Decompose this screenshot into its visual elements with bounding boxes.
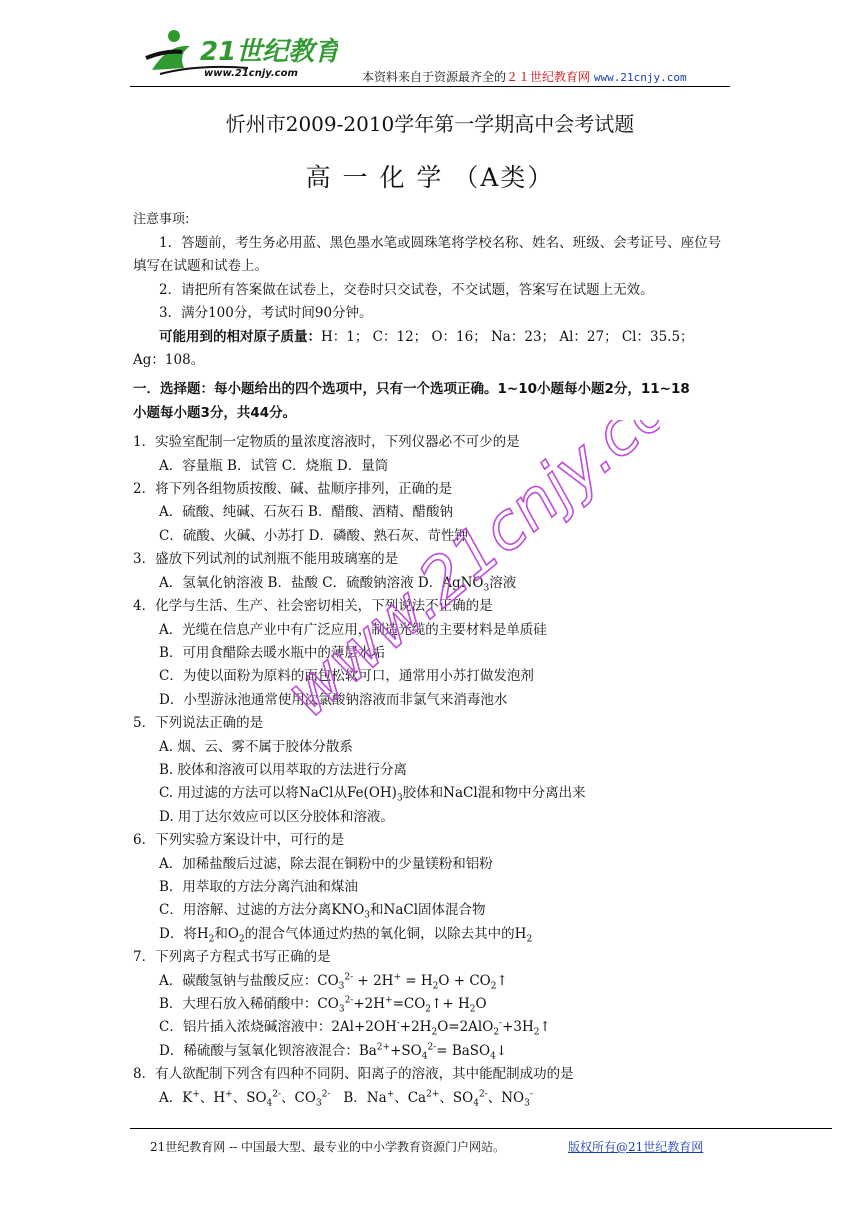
atomic-mass-line-2: Ag：108。 [133, 352, 205, 369]
question-4-option-d: D．小型游泳池通常使用次氯酸钠溶液而非氯气来消毒池水 [159, 691, 508, 708]
site-logo [138, 24, 338, 80]
section-1-detail: 1~10小题每小题2分，11~18 [497, 381, 690, 398]
question-6: 6．下列实验方案设计中，可行的是 [133, 832, 345, 849]
question-6-option-a: A．加稀盐酸后过滤，除去混在铜粉中的少量镁粉和铝粉 [159, 855, 493, 872]
question-5: 5．下列说法正确的是 [133, 715, 264, 732]
question-6-option-c: C．用溶解、过滤的方法分离$KNO_3$和NaCl固体混合物 [159, 902, 486, 922]
question-7: 7．下列离子方程式书写正确的是 [133, 949, 331, 966]
atomic-mass-values: H：1； C：12； O：16； Na：23； Al：27； Cl：35.5； [321, 328, 694, 345]
notice-2: 2．请把所有答案做在试卷上，交卷时只交试卷，不交试题，答案写在试题上无效。 [159, 281, 654, 298]
question-5-option-b: B. 胶体和溶液可以用萃取的方法进行分离 [159, 761, 408, 778]
question-5-option-a: A. 烟、云、雾不属于胶体分散系 [159, 738, 353, 755]
question-7-option-b: B．大理石放入稀硝酸中：$CO_3^{2-}+2H^+=CO_2↑+ H_2O$ [159, 995, 487, 1015]
footer-text: 21世纪教育网 -- 中国最大型、最专业的中小学教育资源门户网站。 [150, 1140, 506, 1154]
question-5-option-d: D. 用丁达尔效应可以区分胶体和溶液。 [159, 808, 394, 825]
question-7-option-a: A．碳酸氢钠与盐酸反应：$CO_3^{2-} + 2H^+ = H_2O$ + $CO_2↑$ [159, 972, 508, 992]
notice-heading: 注意事项: [133, 212, 190, 227]
atomic-mass-label: 可能用到的相对原子质量： [159, 328, 321, 345]
header-prefix: 本资料来自于资源最齐全的 [362, 70, 507, 84]
logo-text: 21世纪教育 [200, 37, 338, 67]
exam-title: 忻州市2009-2010学年第一学期高中会考试题 [225, 112, 635, 136]
question-4-option-c: C．为使以面粉为原料的面包松软可口，通常用小苏打做发泡剂 [159, 668, 534, 685]
question-3-options: A．氢氧化钠溶液 B．盐酸 C．硫酸钠溶液 D．AgNO$_3$溶液 [159, 574, 517, 594]
question-8: 8．有人欲配制下列含有四种不同阴、阳离子的溶液，其中能配制成功的是 [133, 1066, 574, 1083]
question-2: 2．将下列各组物质按酸、碱、盐顺序排列，正确的是 [133, 481, 453, 498]
question-4: 4．化学与生活、生产、社会密切相关，下列说法不正确的是 [133, 598, 493, 615]
notice-3: 3．满分100分，考试时间90分钟。 [159, 305, 373, 322]
question-2-options-ab: A．硫酸、纯碱、石灰石 B．醋酸、酒精、醋酸钠 [159, 504, 453, 521]
section-1-title: 一．选择题：每小题给出的四个选项中，只有一个选项正确。 [133, 381, 498, 398]
exam-subtitle: 高 一 化 学 （A类） [305, 163, 555, 192]
question-6-option-b: B．用萃取的方法分离汽油和煤油 [159, 878, 358, 895]
atomic-mass-line [133, 326, 733, 349]
logo-url: www.21cnjy.com [204, 68, 298, 79]
watermark-text: www.21cnjy.com [280, 420, 660, 733]
header-text [362, 68, 687, 85]
question-8-options: A．K+、H+、$SO_4^{2-}$、$CO_3^{2-}$ B．Na+、$Ca^{2+}$、$SO_4^{2-}$、$NO_3^-$ [159, 1089, 533, 1109]
question-7-option-d: D．稀硫酸与氢氧化钡溶液混合：$Ba^{2+}+SO_4^{2-}=$ BaSO$_4$↓ [159, 1042, 508, 1062]
question-1: 1．实验室配制一定物质的量浓度溶液时，下列仪器必不可少的是 [133, 434, 520, 451]
footer-divider [130, 1128, 832, 1129]
notice-1: 1．答题前，考生务必用蓝、黑色墨水笔或圆珠笔将学校名称、姓名、班级、会考证号、座位号填写在试题和试卷上。 [133, 235, 722, 275]
question-7-option-c: C．铝片插入浓烧碱溶液中：$2Al+2OH^-+2H_2O=2AlO_2^-+3H_2↑$ [159, 1018, 551, 1039]
question-4-option-b: B．可用食醋除去暖水瓶中的薄层水垢 [159, 644, 385, 661]
header-site-name[interactable]: ２１世纪教育网 [506, 70, 591, 84]
footer-copyright-link[interactable]: 版权所有@21世纪教育网 [568, 1140, 704, 1154]
section-1-line-2: 小题每小题3分，共44分。 [133, 404, 297, 421]
question-1-options: A．容量瓶 B．试管 C．烧瓶 D．量筒 [159, 457, 389, 474]
question-2-options-cd: C．硫酸、火碱、小苏打 D．磷酸、熟石灰、苛性钾 [159, 527, 468, 544]
header-divider [130, 86, 730, 87]
section-1-line-1 [133, 378, 733, 401]
exam-body [133, 232, 733, 1110]
question-5-option-c: C. 用过滤的方法可以将NaCl从$Fe(OH)_3$胶体和NaCl混和物中分离出来 [159, 785, 586, 805]
question-3: 3．盛放下列试剂的试剂瓶不能用玻璃塞的是 [133, 551, 399, 568]
question-6-option-d: D．将$H_2$和$O_2$的混合气体通过灼热的氧化铜，以除去其中的$H_2$ [159, 925, 533, 945]
question-4-option-a: A．光缆在信息产业中有广泛应用，制造光缆的主要材料是单质硅 [159, 621, 547, 638]
header-url[interactable]: www.21cnjy.com [593, 71, 687, 84]
